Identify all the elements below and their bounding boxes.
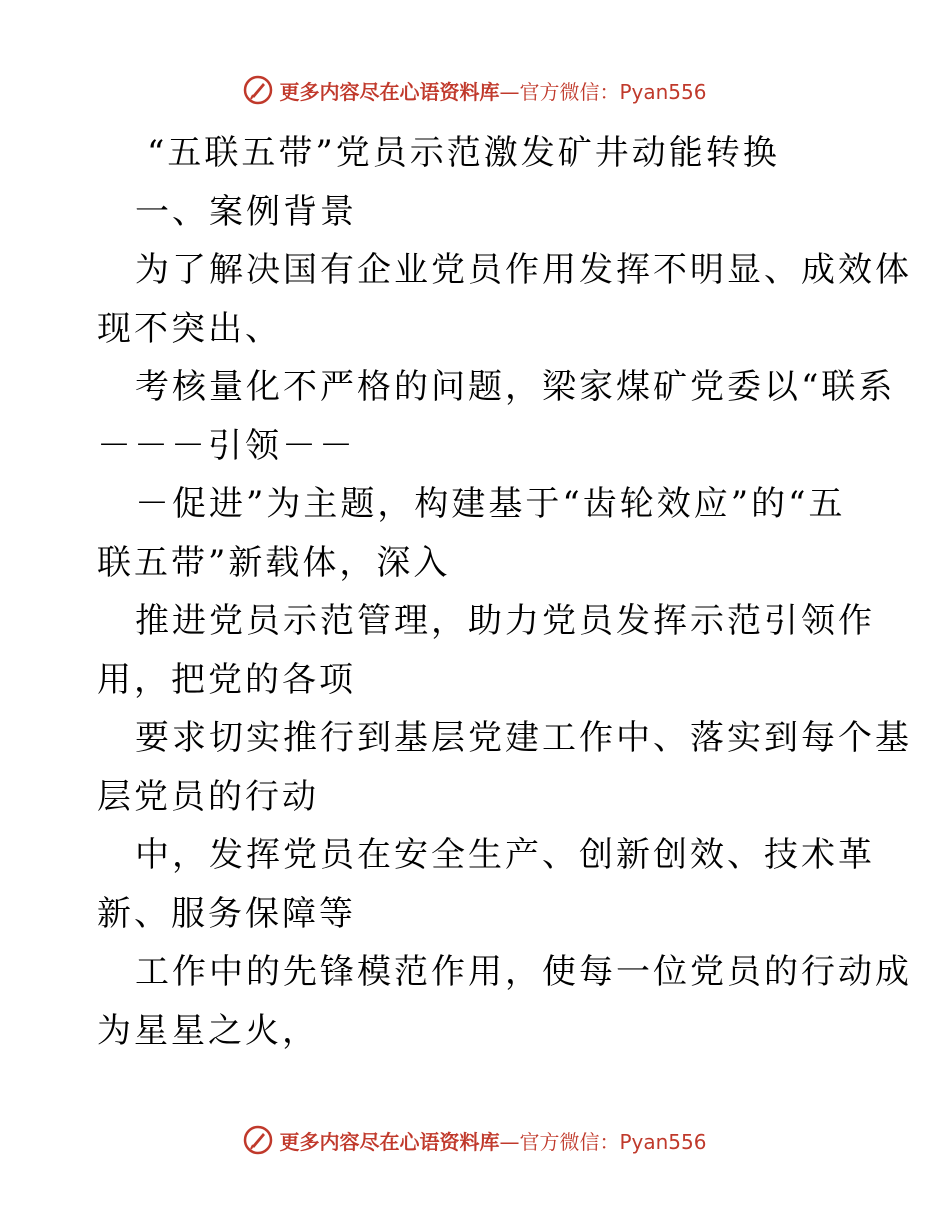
watermark-wechat: 官方微信：Pyan556 bbox=[519, 1129, 707, 1154]
watermark-wechat: 官方微信：Pyan556 bbox=[519, 79, 707, 104]
watermark-main: 更多内容尽在心语资料库 bbox=[279, 79, 500, 104]
watermark-text bbox=[279, 76, 706, 105]
footer-watermark bbox=[0, 1120, 950, 1160]
document-title: “五联五带”党员示范激发矿井动能转换 bbox=[147, 133, 780, 173]
paragraph-line: 中，发挥党员在安全生产、创新创效、技术革 bbox=[135, 835, 875, 875]
paragraph-line: 联五带”新载体，深入 bbox=[97, 542, 451, 583]
paragraph-line: 要求切实推行到基层党建工作中、落实到每个基 bbox=[135, 718, 912, 758]
paragraph-line: －－－引领－－ bbox=[97, 425, 356, 466]
watermark-dash: — bbox=[499, 79, 520, 104]
paragraph-line: 现不突出、 bbox=[97, 308, 282, 349]
paragraph-line: 为了解决国有企业党员作用发挥不明显、成效体 bbox=[135, 250, 912, 290]
watermark-dash: — bbox=[499, 1129, 520, 1154]
paragraph-line: 工作中的先锋模范作用，使每一位党员的行动成 bbox=[135, 952, 912, 992]
watermark-main: 更多内容尽在心语资料库 bbox=[279, 1129, 500, 1154]
paragraph-line: 推进党员示范管理，助力党员发挥示范引领作 bbox=[135, 601, 875, 641]
quill-logo-icon bbox=[243, 75, 273, 105]
paragraph-line: 层党员的行动 bbox=[97, 776, 319, 817]
paragraph-line: 为星星之火， bbox=[97, 1010, 319, 1051]
document-body bbox=[97, 124, 912, 1060]
paragraph-line: 考核量化不严格的问题，梁家煤矿党委以“联系 bbox=[135, 367, 896, 407]
quill-logo-icon bbox=[243, 1125, 273, 1155]
section-heading: 一、案例背景 bbox=[135, 191, 357, 232]
paragraph-line: 新、服务保障等 bbox=[97, 893, 356, 934]
watermark-text bbox=[279, 1126, 706, 1155]
paragraph-line: －促进”为主题，构建基于“齿轮效应”的“五 bbox=[135, 484, 846, 524]
paragraph-line: 用，把党的各项 bbox=[97, 659, 356, 700]
header-watermark bbox=[0, 70, 950, 110]
